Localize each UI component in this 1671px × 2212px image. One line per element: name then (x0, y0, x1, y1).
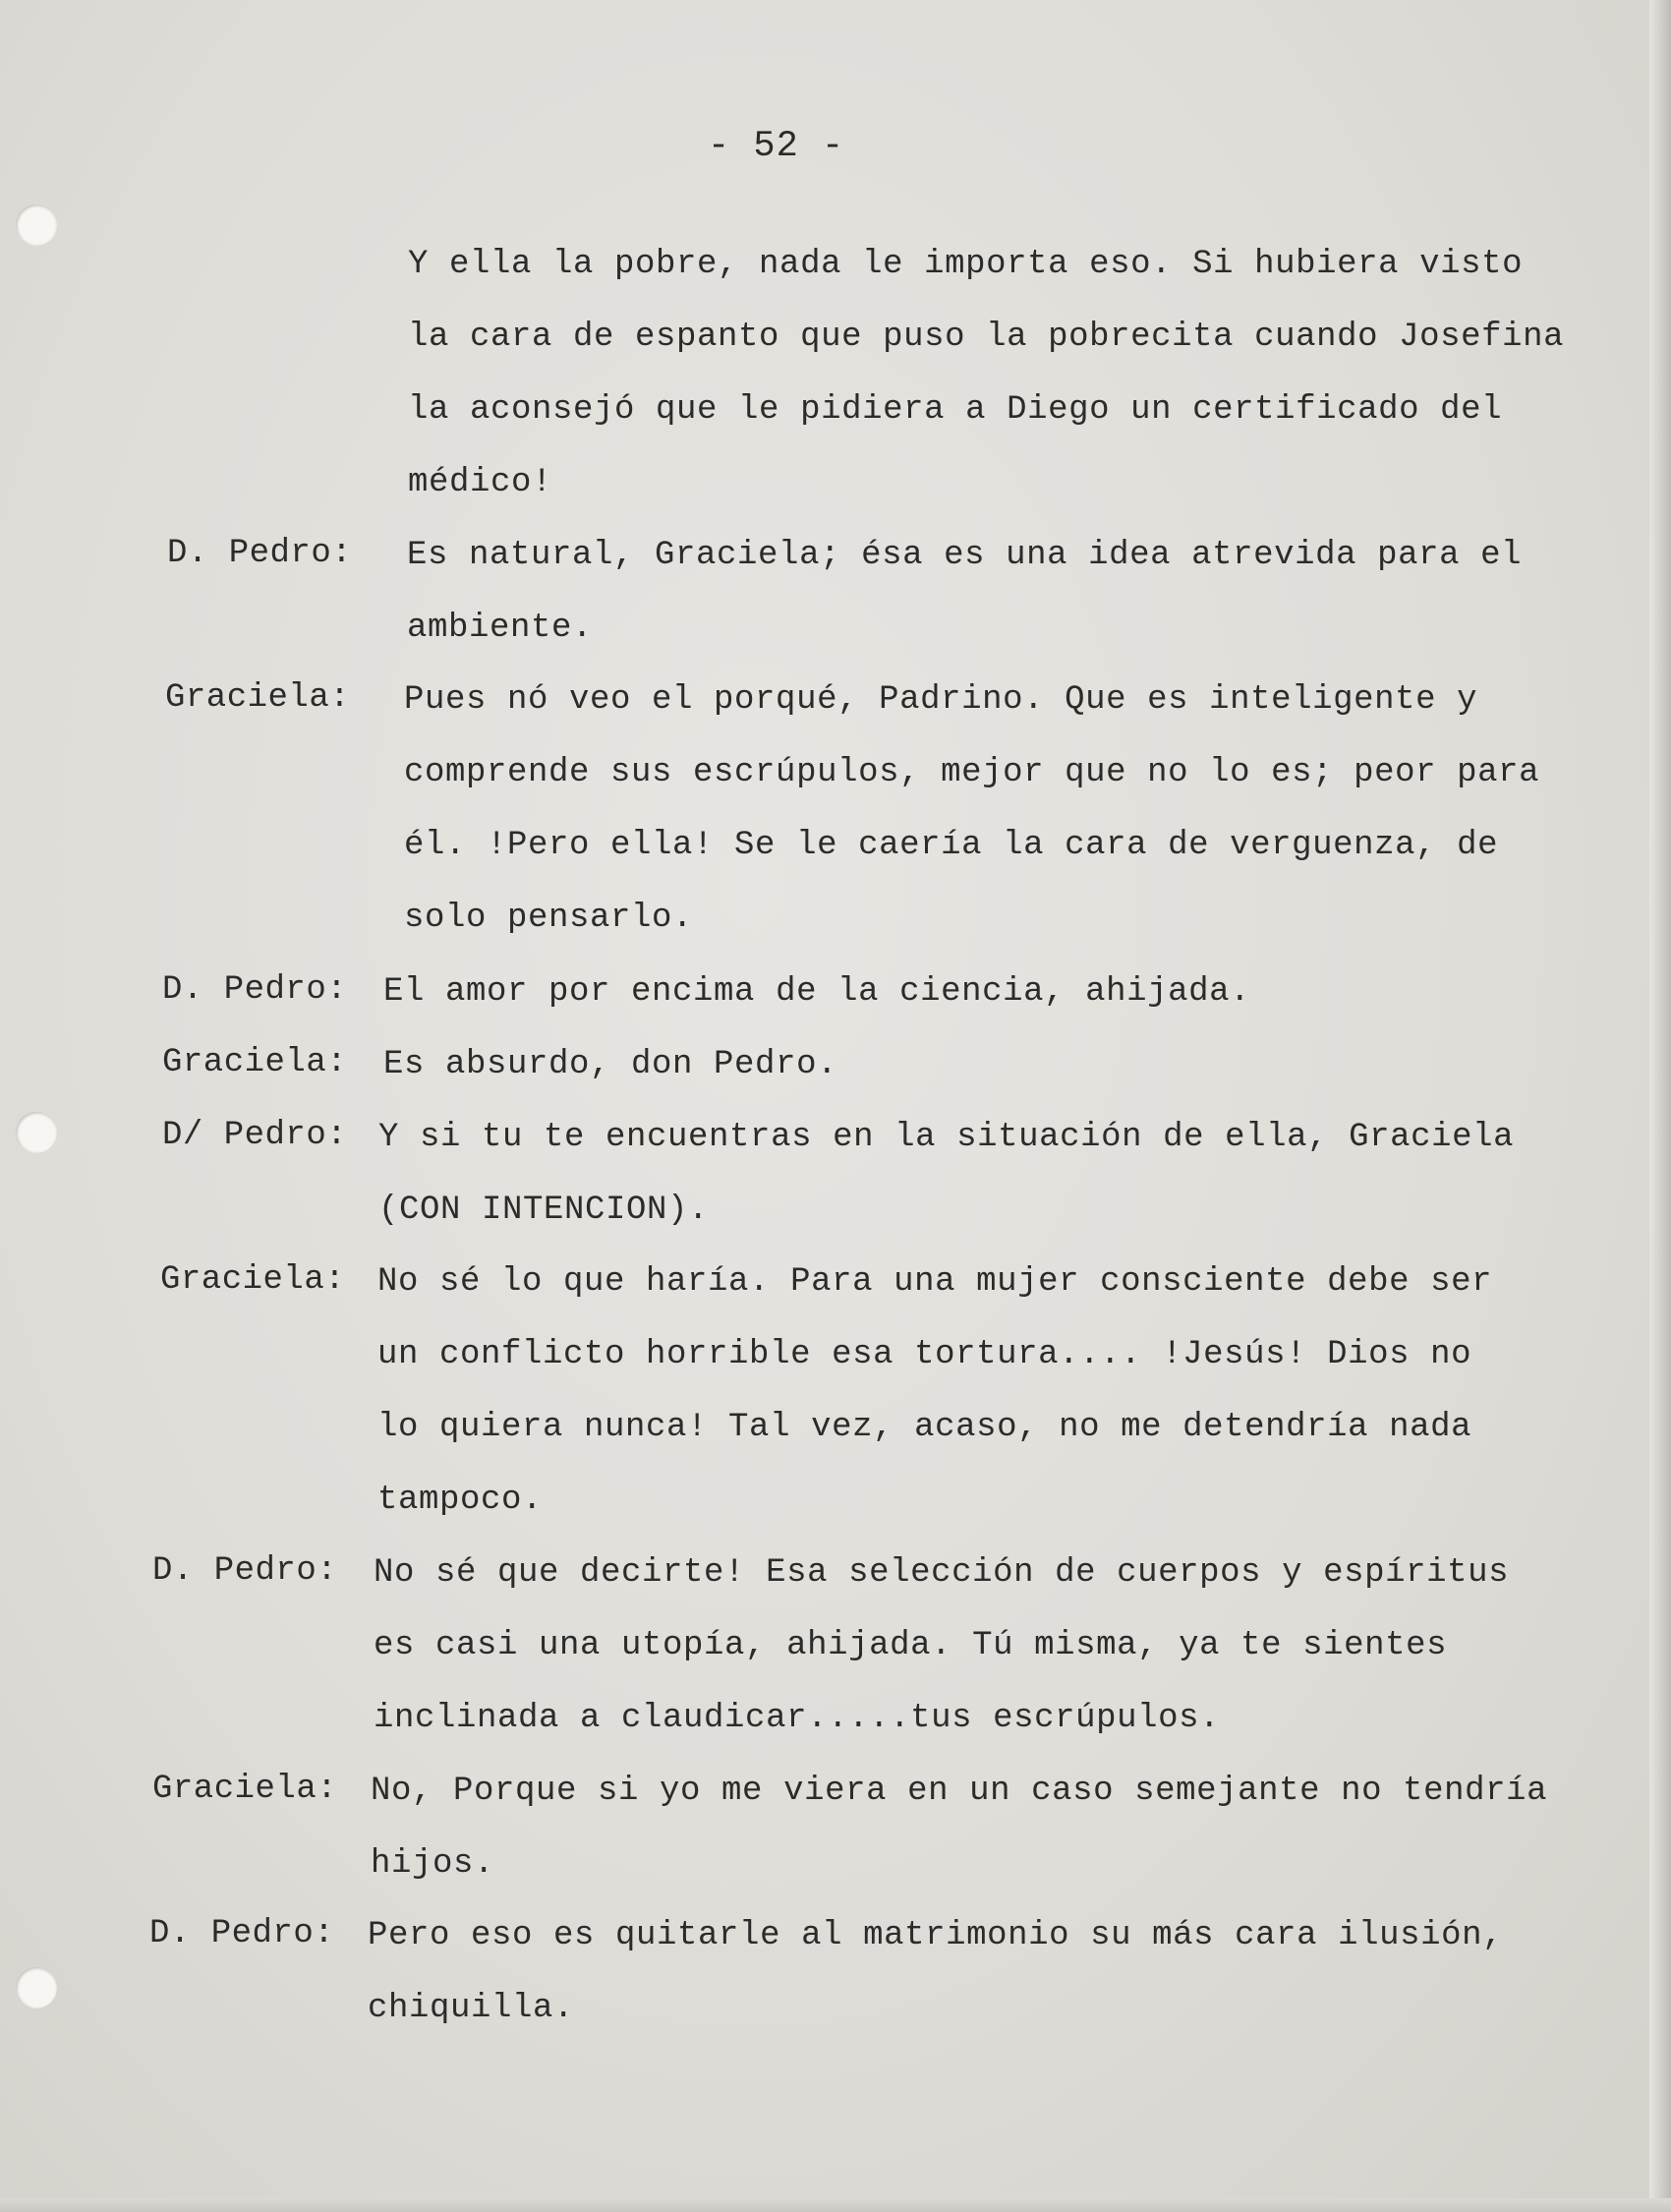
speech-line: No sé lo que haría. Para una mujer consciente debe ser (377, 1263, 1493, 1301)
speech-line: es casi una utopía, ahijada. Tú misma, ya te sientes (374, 1627, 1448, 1664)
speech-line: Es natural, Graciela; ésa es una idea atrevida para el (407, 537, 1523, 574)
speech-line: El amor por encima de la ciencia, ahijada. (383, 973, 1251, 1011)
speech-line: solo pensarlo. (404, 900, 694, 937)
speech-text (408, 228, 1564, 519)
speaker-name: D. Pedro: (149, 1915, 335, 1952)
speaker-name: D. Pedro: (162, 971, 348, 1009)
speech-line: Y ella la pobre, nada le importa eso. Si hubiera visto (408, 246, 1524, 283)
speech-text (378, 1101, 1514, 1247)
speech-text (371, 1755, 1547, 1900)
speech-text (374, 1537, 1509, 1755)
speech-line: la cara de espanto que puso la pobrecita cuando Josefina (408, 319, 1565, 356)
speech-line: él. !Pero ella! Se le caería la cara de verguenza, de (404, 827, 1499, 864)
speech-line: tampoco. (377, 1482, 544, 1519)
speaker-name: Graciela: (160, 1261, 346, 1299)
speech-text (383, 1028, 837, 1101)
speech-line: No, Porque si yo me viera en un caso semejante no tendría (371, 1773, 1548, 1810)
speaker-name: D. Pedro: (167, 535, 353, 572)
speech-line: lo quiera nunca! Tal vez, acaso, no me detendría nada (377, 1409, 1472, 1446)
speaker-name: D. Pedro: (152, 1552, 338, 1590)
speech-line: No sé que decirte! Esa selección de cuerpos y espíritus (374, 1554, 1510, 1592)
speaker-name: Graciela: (162, 1044, 348, 1081)
page-number: - 52 - (708, 126, 845, 167)
speech-text (368, 1899, 1503, 2045)
speech-line: (CON INTENCION). (378, 1192, 710, 1229)
speech-line: Pero eso es quitarle al matrimonio su más cara ilusión, (368, 1917, 1504, 1954)
speech-line: inclinada a claudicar.....tus escrúpulos. (374, 1700, 1221, 1737)
speaker-name: Graciela: (152, 1771, 338, 1808)
speech-text (383, 956, 1250, 1028)
speech-line: comprende sus escrúpulos, mejor que no lo es; peor para (404, 754, 1540, 791)
speech-line: médico! (408, 464, 553, 501)
speech-text (407, 519, 1522, 665)
speech-line: un conflicto horrible esa tortura.... !Jesús! Dios no (377, 1336, 1472, 1373)
speech-text (377, 1246, 1492, 1537)
speech-line: la aconsejó que le pidiera a Diego un certificado del (408, 391, 1503, 429)
speech-line: hijos. (371, 1845, 495, 1883)
speech-line: ambiente. (407, 610, 594, 647)
speech-text (404, 664, 1539, 955)
speech-line: Pues nó veo el porqué, Padrino. Que es inteligente y (404, 681, 1478, 719)
speech-line: Y si tu te encuentras en la situación de ella, Graciela (378, 1119, 1515, 1156)
speech-line: chiquilla. (368, 1990, 575, 2027)
speech-line: Es absurdo, don Pedro. (383, 1046, 838, 1083)
speaker-name: D/ Pedro: (162, 1117, 348, 1154)
speaker-name: Graciela: (165, 679, 351, 717)
